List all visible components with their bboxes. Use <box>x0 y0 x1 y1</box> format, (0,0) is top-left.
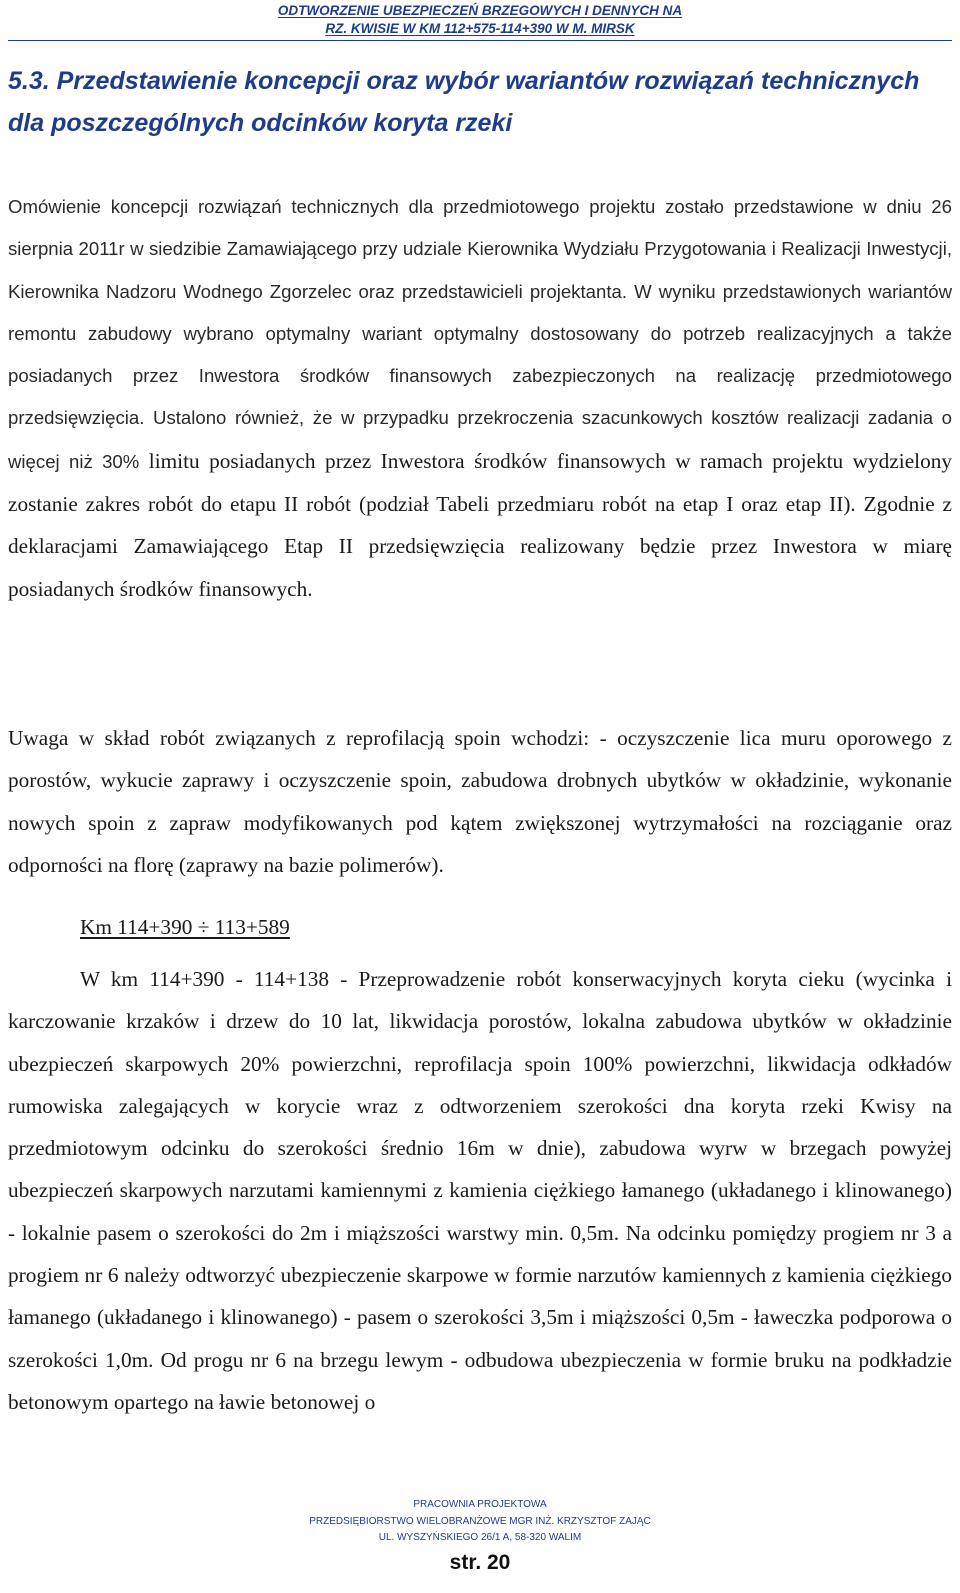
concept-paragraph-intro: Omówienie koncepcji rozwiązań technicznych dla przedmiotowego projektu zostało przedstawione w dniu 26 sierpnia 2011r w siedzibie Zamawiającego przy udziale Kierownika Wydziału Przygotowania i Realizacji Inwestycji, Kierownika Nadzoru Wodnego Zgorzelec oraz przedstawicieli projektanta. <box>8 196 952 302</box>
header-divider <box>8 40 952 41</box>
concept-paragraph-declaration: Zgodnie z deklaracjami Zamawiającego Etap II przedsięwzięcia realizowany będzie przez Inwestora w miarę posiadanych środków finansowych. <box>8 492 953 601</box>
km-section-paragraph: W km 114+390 - 114+138 - Przeprowadzenie robót konserwacyjnych koryta cieku (wycinka i karczowanie krzaków i drzew do 10 lat, likwidacja porostów, lokalna zabudowa ubytków w okładzinie ubezpieczeń skarpowych 20% powierzchni, reprofilacja spoin 100% powierzchni, likwidacja odkładów rumowiska zalegających w korycie wraz z odtworzeniem szerokości dna koryta rzeki Kwisy na przedmiotowym odcinku do szerokości średnio 16m w dnie), zabudowa wyrw w brzegach powyżej ubezpieczeń skarpowych narzutami kamiennymi z kamienia ciężkiego łamanego (układanego i klinowanego) - lokalnie pasem o szerokości do 2m i miąższości warstwy min. 0,5m. Na odcinku pomiędzy progiem nr 3 a progiem nr 6 należy odtworzyć ubezpieczenie skarpowe w formie narzutów kamiennych z kamienia ciężkiego łamanego (układanego i klinowanego) - pasem o szerokości 3,5m i miąższości 0,5m - ławeczka podporowa o szerokości 1,0m. Od progu nr 6 na brzegu lewym - odbudowa ubezpieczenia w formie bruku na podkładzie betonowym opartego na ławie betonowej o <box>8 967 952 1414</box>
concept-paragraph-stage: limitu posiadanych przez Inwestora środków finansowych w ramach projektu wydzielony zostanie zakres robót do etapu II robót (podział Tabeli przedmiaru robót na etap I oraz etap II). <box>8 448 953 517</box>
section-heading: 5.3. Przedstawienie koncepcji oraz wybór wariantów rozwiązań technicznych dla poszczególnych odcinków koryta rzeki <box>8 67 920 137</box>
km-range-heading: Km 114+390 ÷ 113+589 <box>80 915 290 939</box>
page-number: str. 20 <box>449 1551 511 1574</box>
concept-paragraph-cost: Ustalono również, że w przypadku przekroczenia szacunkowych kosztów realizacji zadania o więcej niż 30% <box>8 407 952 472</box>
concept-paragraph <box>8 186 952 610</box>
document-header <box>0 2 960 38</box>
note-paragraph: Uwaga w skład robót związanych z reprofilacją spoin wchodzi: - oczyszczenie lica muru oporowego z porostów, wykucie zaprawy i oczyszczenie spoin, zabudowa drobnych ubytków w okładzinie, wykonanie nowych spoin z zapraw modyfikowanych pod kątem zwiększonej wytrzymałości na rozciąganie oraz odporności na florę (zaprawy na bazie polimerów). <box>8 726 952 877</box>
footer-company-label: PRACOWNIA PROJEKTOWA <box>413 1499 547 1510</box>
concept-paragraph-variants: W wyniku przedstawionych wariantów remontu zabudowy wybrano optymalny wariant optymalny dostosowany do potrzeb realizacyjnych a także posiadanych przez Inwestora środków finansowych zabezpieczonych na realizację przedmiotowego przedsięwzięcia. <box>8 280 953 429</box>
footer-company-name: PRZEDSIĘBIORSTWO WIELOBRANŻOWE MGR INŻ. KRZYSZTOF ZAJĄC <box>309 1516 651 1527</box>
header-title-line-1: ODTWORZENIE UBEZPIECZEŃ BRZEGOWYCH I DENNYCH NA <box>277 3 683 18</box>
footer-company-address: UL. WYSZYŃSKIEGO 26/1 A, 58-320 WALIM <box>378 1532 582 1543</box>
header-title-line-2: RZ. KWISIE W KM 112+575-114+390 W M. MIRSK <box>325 21 635 36</box>
